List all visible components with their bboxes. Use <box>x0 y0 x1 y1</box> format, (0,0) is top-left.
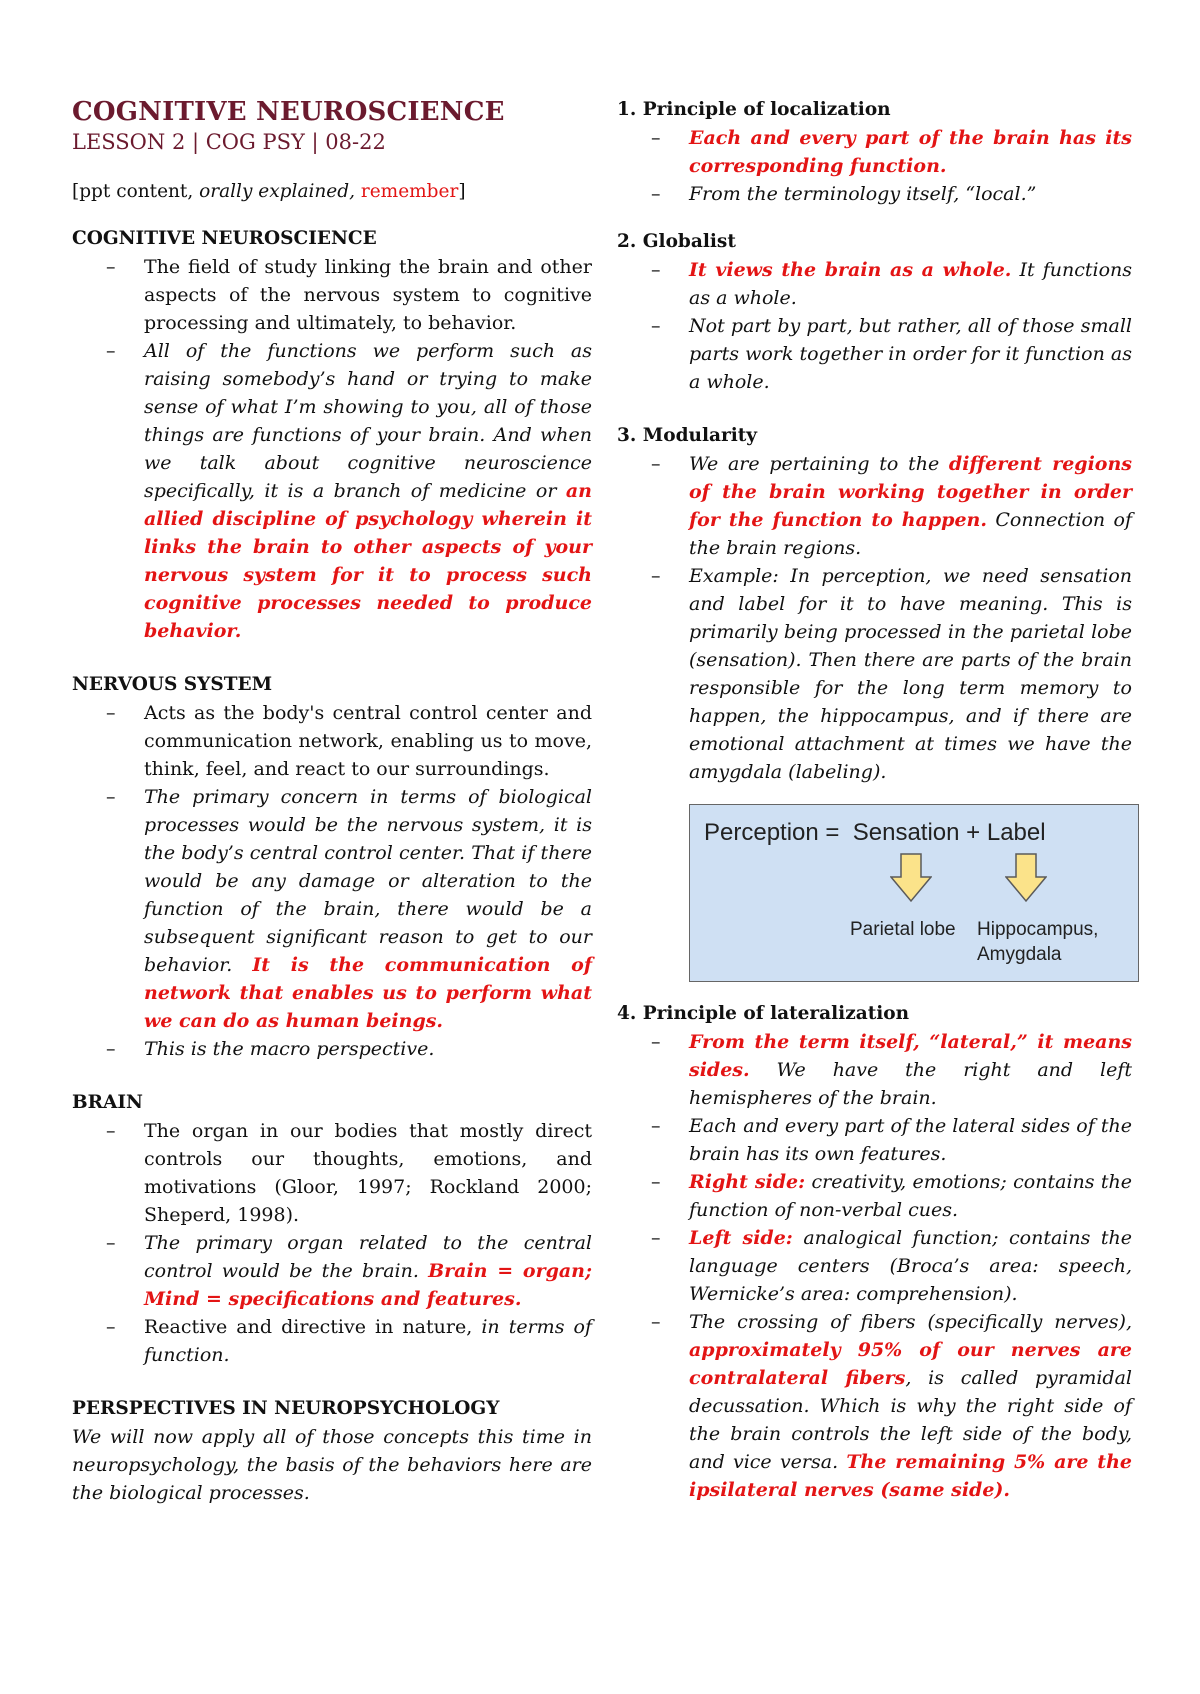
nervous-list <box>72 699 592 1063</box>
bullet-highlight: From the term itself, “lateral,” it means sides. <box>689 1031 1132 1081</box>
bullet-text: , is called pyramidal decussation. Which is why the right side of the brain controls the left side of the body, and vice versa. <box>689 1367 1132 1473</box>
legend-open: [ppt content, <box>72 181 200 202</box>
lateralization-list <box>617 1028 1132 1504</box>
bullet-text: We are pertaining to the <box>689 453 949 475</box>
list-item <box>72 1229 592 1313</box>
amygdala-label: Amygdala <box>977 944 1062 965</box>
cogneuro-list <box>72 253 592 645</box>
bullet-text-italic: in terms of function. <box>144 1316 592 1366</box>
bullet-text: It functions as a whole. <box>689 259 1132 309</box>
brain-list <box>72 1117 592 1369</box>
section-heading-nervous: NERVOUS SYSTEM <box>72 674 273 695</box>
bullet-text: creativity, emotions; contains the function of non-verbal cues. <box>689 1171 1132 1221</box>
globalist-list <box>617 256 1132 396</box>
bullet-text: Each and every part of the lateral sides of the brain has its own features. <box>689 1115 1132 1165</box>
bullet-text: Example: In perception, we need sensation and label for it to have meaning. This is primarily being processed in the parietal lobe (sensation). Then there are parts of the brain responsible for the long term memory to happen, the hippocampus, and if there are emotional attachment at times we have the amygdala (labeling). <box>689 565 1132 783</box>
document-title: COGNITIVE NEUROSCIENCE <box>72 97 505 127</box>
section-heading-lateralization: 4. Principle of lateralization <box>617 1003 910 1024</box>
bullet-text: Not part by part, but rather, all of those small parts work together in order for it function as a whole. <box>689 315 1132 393</box>
legend-remember: remember <box>360 181 459 202</box>
section-heading-globalist: 2. Globalist <box>617 231 736 252</box>
list-item <box>617 1168 1132 1224</box>
bullet-text: Reactive and directive in nature, <box>144 1316 482 1338</box>
bullet-highlight: It views the brain as a whole. <box>689 259 1012 281</box>
bullet-highlight: different regions of the brain working together in order for the function to happen. <box>689 453 1132 531</box>
bullet-highlight: The remaining 5% are the ipsilateral nerves (same side). <box>689 1451 1132 1501</box>
bullet-highlight: Brain = organ; Mind = specifications and features. <box>144 1260 593 1310</box>
bullet-highlight: Right side: <box>689 1171 806 1193</box>
list-item <box>617 180 1132 208</box>
bullet-text: Connection of the brain regions. <box>689 509 1132 559</box>
bullet-text: The crossing of fibers (specifically nerves), <box>689 1311 1132 1333</box>
list-item <box>617 562 1132 786</box>
bullet-text: analogical function; contains the language centers (Broca’s area: speech, Wernicke’s area: comprehension). <box>689 1227 1132 1305</box>
bullet-text: The primary organ related to the central control would be the brain. <box>144 1232 592 1282</box>
down-arrow-icon <box>1005 853 1047 903</box>
legend-close: ] <box>458 181 466 202</box>
list-item <box>617 450 1132 562</box>
down-arrow-icon <box>890 853 932 903</box>
bullet-text: All of the functions we perform such as raising somebody’s hand or trying to make sense of what I’m showing to you, all of those things are functions of your brain. And when we talk about cognitive neuroscience specifically, it is a branch of medicine or <box>144 340 592 502</box>
bullet-text: The primary concern in terms of biological processes would be the nervous system, it is the body’s central control center. That if there would be any damage or alteration to the function of the brain, there would be a subsequent significant reason to get to our behavior. <box>144 786 592 976</box>
list-item <box>617 1028 1132 1112</box>
list-item <box>72 1313 592 1369</box>
legend <box>72 178 592 205</box>
localization-list <box>617 124 1132 208</box>
list-item <box>617 312 1132 396</box>
list-item <box>617 256 1132 312</box>
bullet-text: We have the right and left hemispheres of the brain. <box>689 1059 1132 1109</box>
legend-oral: orally explained, <box>199 181 361 202</box>
right-column <box>617 96 1132 1504</box>
section-heading-modularity: 3. Modularity <box>617 425 758 446</box>
perspectives-text: We will now apply all of those concepts this time in neuropsychology, the basis of the behaviors here are the biological processes. <box>72 1426 592 1504</box>
list-item <box>72 337 592 645</box>
left-column <box>72 96 592 1507</box>
bullet-highlight: It is the communication of network that enables us to perform what we can do as human beings. <box>144 954 593 1032</box>
list-item <box>617 124 1132 180</box>
bullet-text: Acts as the body's central control center and communication network, enabling us to move, think, feel, and react to our surroundings. <box>144 702 592 780</box>
list-item <box>72 783 592 1035</box>
modularity-list <box>617 450 1132 786</box>
list-item <box>72 1117 592 1229</box>
list-item <box>72 253 592 337</box>
bullet-highlight: Each and every part of the brain has its corresponding function. <box>689 127 1132 177</box>
section-heading-brain: BRAIN <box>72 1092 143 1113</box>
bullet-highlight: Left side: <box>689 1227 793 1249</box>
list-item <box>72 699 592 783</box>
bullet-text: The field of study linking the brain and other aspects of the nervous system to cognitive processing and ultimately, to behavior. <box>144 256 592 334</box>
list-item <box>617 1308 1132 1504</box>
parietal-lobe-label: Parietal lobe <box>850 919 956 940</box>
list-item <box>617 1112 1132 1168</box>
bullet-highlight: approximately 95% of our nerves are contralateral fibers <box>689 1339 1132 1389</box>
bullet-highlight: an allied discipline of psychology wherein it links the brain to other aspects of your nervous system for it to process such cognitive processes needed to produce behavior. <box>144 480 592 642</box>
hippocampus-label: Hippocampus, <box>977 919 1099 940</box>
bullet-text: This is the macro perspective. <box>144 1038 435 1060</box>
section-heading-cogneuro: COGNITIVE NEUROSCIENCE <box>72 228 377 249</box>
section-heading-localization: 1. Principle of localization <box>617 99 891 120</box>
perception-diagram <box>689 804 1139 982</box>
perception-equation: Perception = Sensation + Label <box>704 819 1046 846</box>
bullet-text: From the terminology itself, “local.” <box>689 183 1037 205</box>
document-subtitle: LESSON 2 | COG PSY | 08-22 <box>72 130 386 154</box>
list-item <box>72 1035 592 1063</box>
list-item <box>617 1224 1132 1308</box>
section-heading-perspectives: PERSPECTIVES IN NEUROPSYCHOLOGY <box>72 1398 500 1419</box>
bullet-text: The organ in our bodies that mostly direct controls our thoughts, emotions, and motivations (Gloor, 1997; Rockland 2000; Sheperd, 1998). <box>144 1120 592 1226</box>
